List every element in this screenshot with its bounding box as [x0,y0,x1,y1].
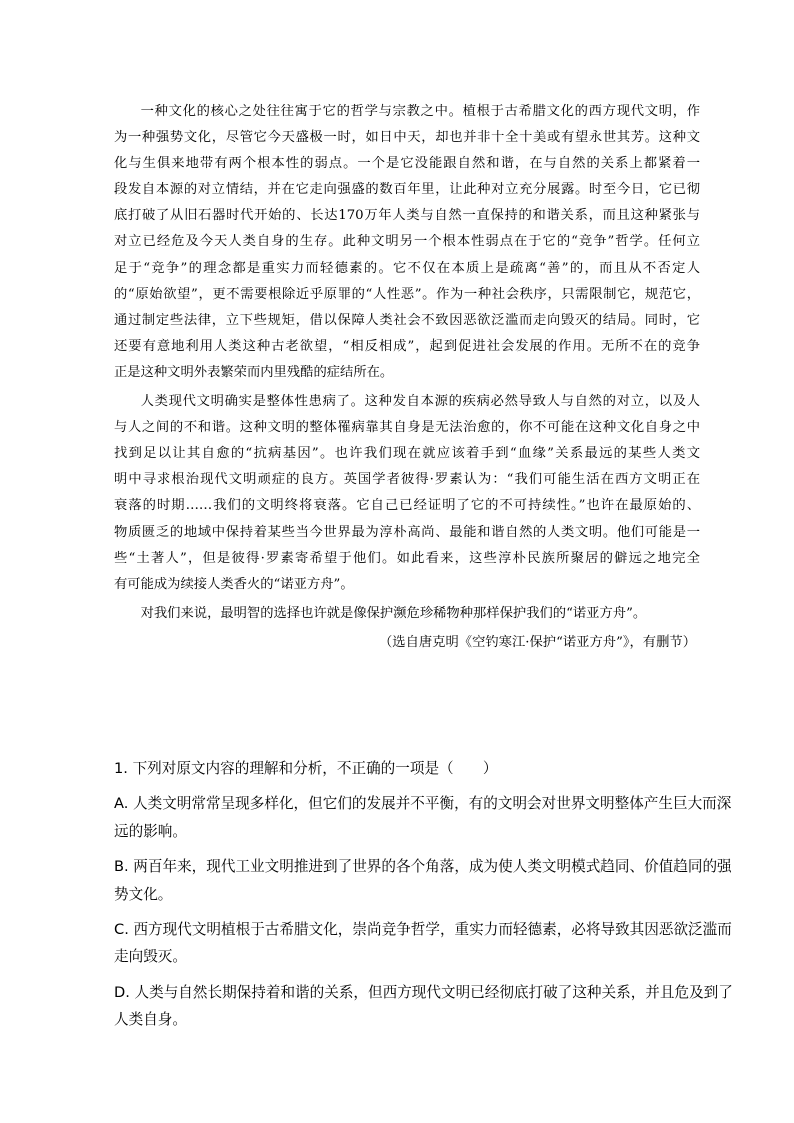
option-a[interactable] [114,790,732,845]
option-b[interactable] [114,853,732,908]
passage-line: 对立已经危及今天人类自身的生存。此种文明另一个根本性弱点在于它的“竞争”哲学。任何立 [114,234,700,250]
option-c[interactable] [114,916,732,971]
paragraph-2 [114,389,700,598]
passage-line: 明中寻求根治现代文明顽症的良方。英国学者彼得·罗素认为：“我们可能生活在西方文明正在 [114,472,700,488]
option-d[interactable] [114,979,733,1034]
passage-line: 有可能成为续接人类香火的“诺亚方舟”。 [114,576,354,592]
passage-line: 衰落的时期……我们的文明终将衰落。它自己已经证明了它的不可持续性。”也许在最原始的、 [114,498,700,514]
passage-line: 找到足以让其自愈的“抗病基因”。也许我们现在就应该着手到“血缘”关系最远的某些人类文 [114,446,700,462]
passage-line: 正是这种文明外表繁荣而内里残酷的症结所在。 [114,364,394,380]
paragraph-1 [114,99,700,386]
option-line: A. 人类文明常常呈现多样化，但它们的发展并不平衡，有的文明会对世界文明整体产生巨大而深 [114,795,732,813]
option-line: 走向毁灭。 [114,948,187,966]
passage-line: 化与生俱来地带有两个根本性的弱点。一个是它没能跟自然和谐，在与自然的关系上都紧着一 [114,156,700,172]
source-attribution: （选自唐克明《空钓寒江·保护“诺亚方舟”》，有删节） [379,634,696,650]
passage-line: 为一种强势文化，尽管它今天盛极一时，如日中天，却也并非十全十美或有望永世其芳。这种文 [114,130,700,146]
passage-line: 底打破了从旧石器时代开始的、长达170万年人类与自然一直保持的和谐关系，而且这种紧张与 [114,208,700,224]
passage-line: 物质匮乏的地域中保持着某些当今世界最为淳朴高尚、最能和谐自然的人类文明。他们可能是一 [114,524,700,540]
passage-line: 足于“竞争”的理念都是重实力而轻德素的。它不仅在本质上是疏离“善”的，而且从不否定人 [114,260,700,276]
passage-line: 段发自本源的对立情结，并在它走向强盛的数百年里，让此种对立充分展露。时至今日，它已彻 [114,182,700,198]
option-line: B. 两百年来，现代工业文明推进到了世界的各个角落，成为使人类文明模式趋同、价值趋同的强 [114,858,732,876]
option-line: D. 人类与自然长期保持着和谐的关系，但西方现代文明已经彻底打破了这种关系，并且危及到了 [114,983,733,1001]
option-line: 远的影响。 [114,822,187,840]
question-block [114,755,733,1034]
passage-line: 还要有意地利用人类这种古老欲望，“相反相成”，起到促进社会发展的作用。无所不在的竞争 [114,338,700,354]
paragraph-3 [114,601,700,627]
passage-line: 些“土著人”，但是彼得·罗素寄希望于他们。如此看来，这些淳朴民族所聚居的僻远之地完全 [114,550,700,566]
reading-passage [114,99,700,656]
option-line: 势文化。 [114,885,173,903]
passage-line: 对我们来说，最明智的选择也许就是像保护濒危珍稀物种那样保护我们的“诺亚方舟”。 [140,605,647,621]
option-line: C. 西方现代文明植根于古希腊文化，崇尚竞争哲学，重实力而轻德素，必将导致其因恶欲泛滥而 [114,920,732,938]
option-line: 人类自身。 [114,1011,187,1029]
passage-line: 的“原始欲望”，更不需要根除近乎原罪的“人性恶”。作为一种社会秩序，只需限制它，规范它， [114,286,700,302]
passage-line: 通过制定些法律，立下些规矩，借以保障人类社会不致因恶欲泛滥而走向毁灭的结局。同时，它 [114,312,700,328]
question-stem: 1. 下列对原文内容的理解和分析，不正确的一项是（ ） [114,760,498,777]
passage-line: 一种文化的核心之处往往寓于它的哲学与宗教之中。植根于古希腊文化的西方现代文明，作 [140,104,700,119]
passage-line: 人类现代文明确实是整体性患病了。这种发自本源的疾病必然导致人与自然的对立，以及人 [140,394,700,410]
passage-line: 与人之间的不和谐。这种文明的整体罹病靠其自身是无法治愈的，你不可能在这种文化自身之中 [114,420,700,436]
